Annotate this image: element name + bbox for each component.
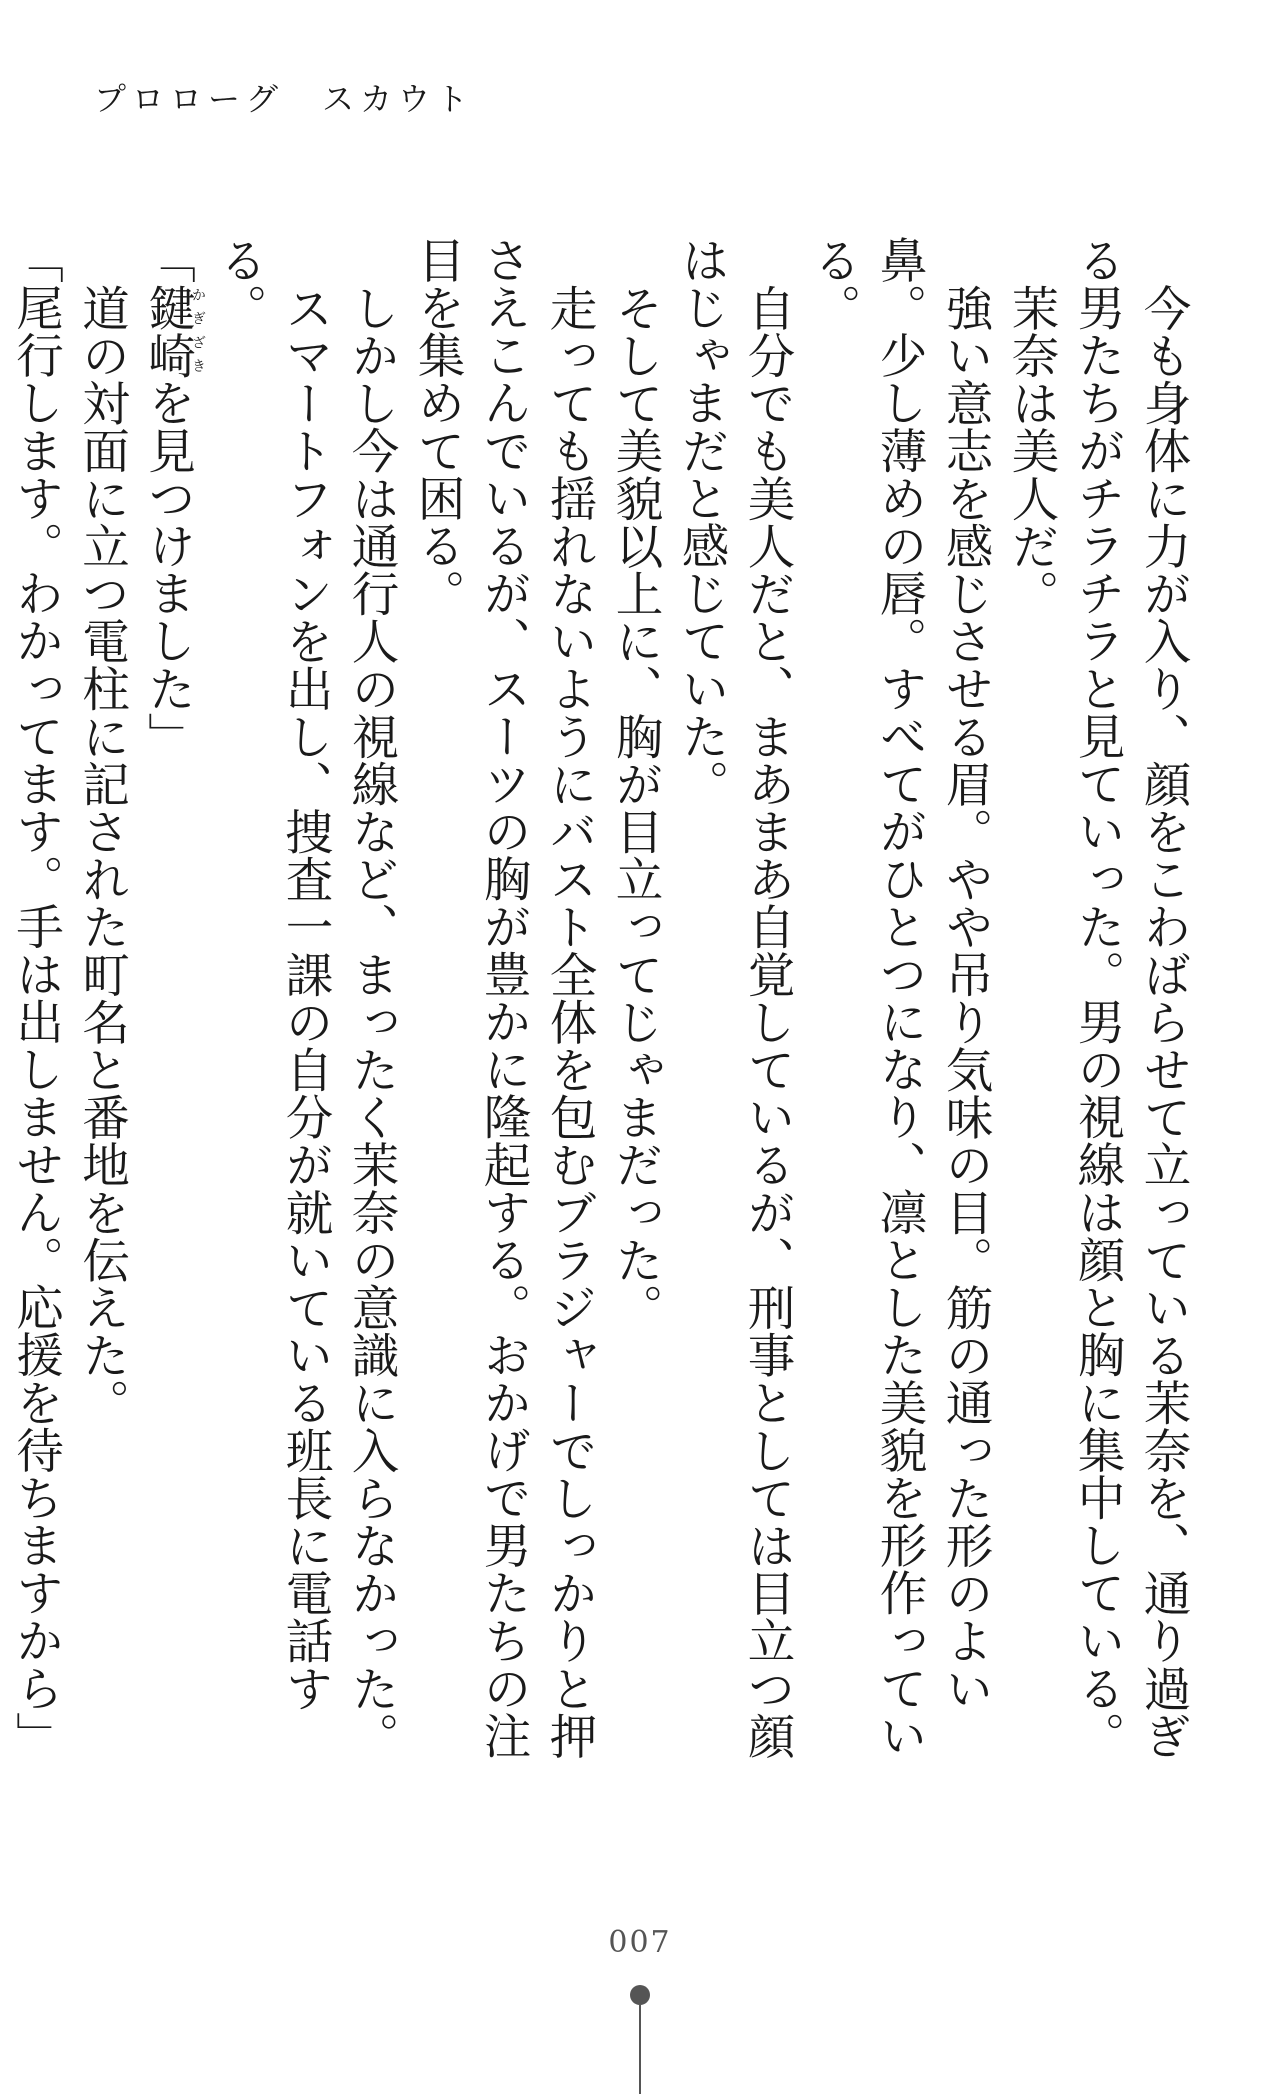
page-marker-dot: [630, 1985, 650, 2005]
paragraph-12: [0, 236, 2, 1771]
paragraph-3: 強い意志を感じさせる眉。やや吊り気味の目。筋の通った形のよい鼻。少し薄めの唇。すべてがひとつになり、凛とした美貌を形作っている。: [805, 236, 992, 1760]
page-number: 007: [608, 1925, 672, 1960]
ruby-base: 鍵崎: [139, 283, 195, 379]
paragraph-4: 自分でも美人だと、まあまあ自覚しているが、刑事としては目立つ顔はじゃまだと感じていた。: [673, 236, 794, 1760]
name-with-furigana: [139, 283, 206, 379]
paragraph-9-dialogue: [134, 236, 206, 1771]
dialogue-rest: を見つけました」: [139, 378, 195, 760]
paragraph-11-dialogue: 「尾行します。わかってます。手は出しません。応援を待ちますから」: [7, 236, 63, 1760]
paragraph-1: 今も身体に力が入り、顔をこわばらせて立っている茉奈を、通り過ぎる男たちがチラチラと見ていった。男の視線は顔と胸に集中している。: [1069, 236, 1190, 1760]
page-marker-line: [639, 2005, 641, 2094]
paragraph-10: 道の対面に立つ電柱に記された町名と番地を伝えた。: [73, 283, 129, 1426]
ruby-reading: かぎざき: [190, 283, 206, 379]
paragraph-7: しかし今は通行人の視線など、まったく茉奈の意識に入らなかった。: [343, 283, 398, 1760]
paragraph-2: 茉奈は美人だ。: [1003, 283, 1058, 617]
paragraph-5: そして美貌以上に、胸が目立ってじゃまだった。: [607, 283, 662, 1331]
paragraph-6: 走っても揺れないようにバスト全体を包むブラジャーでしっかりと押さえこんでいるが、スーツの胸が豊かに隆起する。おかげで男たちの注目を集めて困る。: [409, 236, 596, 1760]
chapter-header: プロローグ スカウト: [94, 80, 475, 118]
quote-open: 「: [139, 236, 195, 284]
main-text-body: [7, 236, 1195, 1771]
paragraph-8: スマートフォンを出し、捜査一課の自分が就いている班長に電話する。: [211, 236, 332, 1712]
